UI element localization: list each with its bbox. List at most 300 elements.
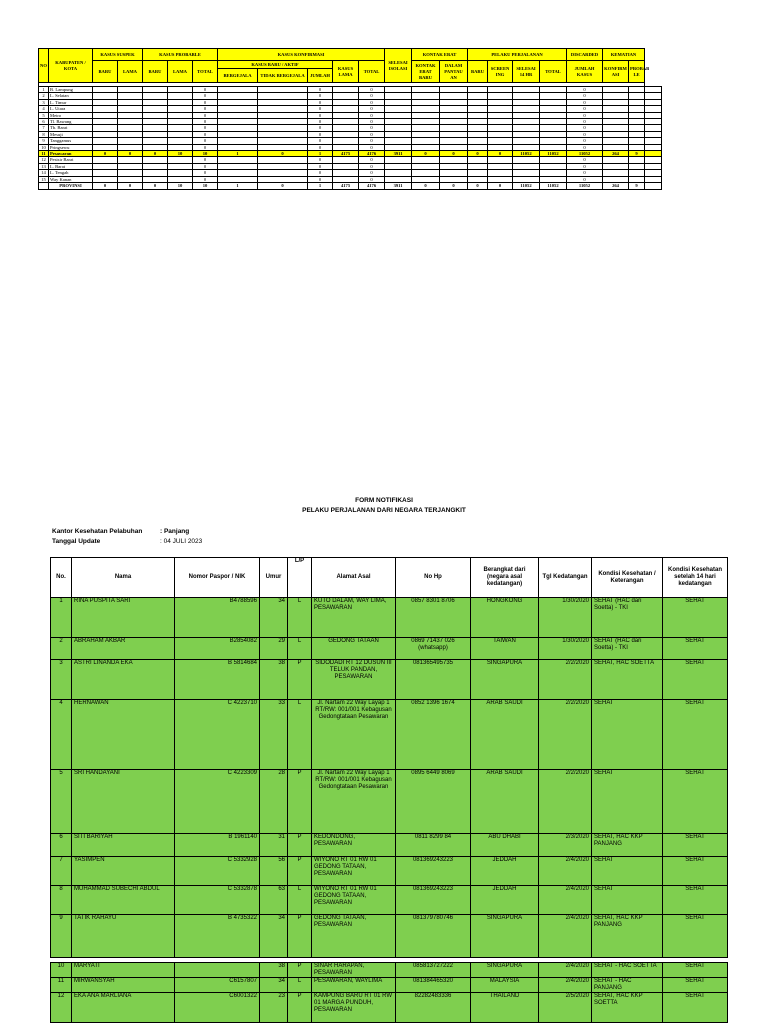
traveller-row	[51, 598, 728, 638]
cell-lp: P	[288, 993, 312, 1023]
cell-lp: L	[288, 638, 312, 660]
cell-kondisi-14: SEHAT	[663, 886, 728, 915]
row-no: 11	[39, 151, 49, 157]
row-cell: 0	[359, 125, 385, 131]
col-jumlah-kasus: JUMLAH KASUS	[567, 61, 603, 83]
col-suspek-baru: BARU	[93, 61, 118, 83]
row-cell: 0	[308, 112, 333, 118]
cell-umur: 31	[260, 834, 288, 857]
row-cell: 0	[193, 99, 218, 105]
col-kasus-lama: KASUS LAMA	[333, 61, 359, 83]
total-cell: 10	[193, 183, 218, 190]
row-cell: 0	[193, 163, 218, 169]
row-cell: 0	[308, 157, 333, 163]
traveller-row	[51, 660, 728, 700]
row-cell: 0	[567, 99, 603, 105]
row-kabupaten: Metro	[49, 112, 93, 118]
traveller-row	[51, 700, 728, 770]
cell-nama: MUHAMMAD SUBECHI ABDUL	[72, 886, 175, 915]
cell-umur: 38	[260, 660, 288, 700]
col-konfirmasi: KASUS KONFIRMASI	[218, 49, 385, 61]
row-no: 10	[39, 144, 49, 150]
row-kabupaten: Pesisir Barat	[49, 157, 93, 163]
total-cell: 4175	[333, 183, 359, 190]
cell-kondisi: SEHAT - HAC SOETTA	[592, 963, 663, 978]
cell-alamat: WIYONO RT 01 RW 01 GEDONG TATAAN, PESAWARAN	[312, 857, 396, 886]
col-pp-baru: BARU	[468, 61, 488, 83]
col-kondisi-14: Kondisi Kesehatan setelah 14 hari kedatangan	[663, 558, 728, 598]
col-screening: SCREEN ING	[488, 61, 513, 83]
cell-no: 6	[51, 834, 72, 857]
col-dalam-pantauan: DALAM PANTAU AN	[440, 61, 468, 83]
cell-nama: HERNAWAN	[72, 700, 175, 770]
col-konfirmasi-total: TOTAL	[359, 61, 385, 83]
col-kasus-baru-aktif: KASUS BARU / AKTIF	[218, 61, 333, 69]
row-kabupaten: Way Kanan	[49, 176, 93, 182]
cell-tgl: 2/2/2020	[539, 770, 592, 834]
cell-lp: L	[288, 978, 312, 993]
travellers-table	[50, 557, 728, 958]
cell-umur: 34	[260, 915, 288, 958]
cell-paspor: C6001322	[175, 993, 260, 1023]
col-pelaku-perjalanan: PELAKU PERJALANAN	[468, 49, 567, 61]
cell-tgl: 1/30/2020	[539, 638, 592, 660]
cell-alamat: KEDONDONG, PESAWARAN	[312, 834, 396, 857]
cell-nama: TATIK RAHAYU	[72, 915, 175, 958]
col-no: NO	[39, 49, 49, 83]
col-alamat: Alamat Asal	[312, 558, 396, 598]
cell-no: 3	[51, 660, 72, 700]
row-no: 5	[39, 112, 49, 118]
row-cell: 0	[308, 163, 333, 169]
row-cell: 0	[193, 87, 218, 93]
col-kontak-erat-baru: KONTAK ERAT BARU	[412, 61, 440, 83]
row-kabupaten: L. Selatan	[49, 93, 93, 99]
cell-kondisi-14: SEHAT	[663, 660, 728, 700]
cell-lp: P	[288, 770, 312, 834]
row-cell: 11052	[540, 151, 567, 157]
col-bergejala: BERGEJALA	[218, 69, 258, 83]
cell-kondisi-14: SEHAT	[663, 770, 728, 834]
cell-alamat: GEDONG TATAAN	[312, 638, 396, 660]
cell-kondisi: SEHAT	[592, 857, 663, 886]
row-cell: 0	[468, 151, 488, 157]
cell-kondisi: SEHAT (HAC dari Soetta) - TKI	[592, 598, 663, 638]
cell-umur: 38	[260, 963, 288, 978]
travellers-table-continued	[50, 962, 728, 1023]
row-cell: 0	[359, 93, 385, 99]
cell-kondisi: SEHAT, HAC KKP PANJANG	[592, 915, 663, 958]
cell-kondisi: SEHAT, HAC SOETTA	[592, 660, 663, 700]
cell-asal: SINGAPURA	[471, 963, 539, 978]
col-tgl: Tgl Kedatangan	[539, 558, 592, 598]
cell-tgl: 2/4/2020	[539, 857, 592, 886]
row-cell: 0	[193, 176, 218, 182]
cell-umur: 29	[260, 638, 288, 660]
row-cell: 0	[118, 151, 143, 157]
row-kabupaten: L. Timur	[49, 99, 93, 105]
cell-no: 1	[51, 598, 72, 638]
row-kabupaten: L. Barat	[49, 163, 93, 169]
cell-paspor: B 1961140	[175, 834, 260, 857]
row-cell: 0	[193, 106, 218, 112]
row-cell: 0	[193, 131, 218, 137]
row-no: 4	[39, 106, 49, 112]
row-cell: 0	[359, 157, 385, 163]
col-no: No.	[51, 558, 72, 598]
traveller-row	[51, 915, 728, 958]
row-kabupaten: L. Utara	[49, 106, 93, 112]
total-cell: 11052	[540, 183, 567, 190]
summary-total-row	[39, 183, 662, 190]
col-nama: Nama	[72, 558, 175, 598]
row-cell: 0	[359, 170, 385, 176]
cell-hp: 081379780746	[396, 915, 471, 958]
cell-hp: 081369243223	[396, 857, 471, 886]
row-no: 1	[39, 87, 49, 93]
cell-hp: 081365495735	[396, 660, 471, 700]
total-cell: 0	[488, 183, 513, 190]
cell-hp: 82282483336	[396, 993, 471, 1023]
row-cell: 0	[412, 151, 440, 157]
cell-tgl: 2/5/2020	[539, 993, 592, 1023]
cell-tgl: 2/2/2020	[539, 700, 592, 770]
cell-umur: 34	[260, 978, 288, 993]
row-no: 9	[39, 138, 49, 144]
col-selesai-isolasi: SELESAI ISOLASI	[385, 49, 412, 83]
row-cell: 0	[359, 106, 385, 112]
row-cell: 3911	[385, 151, 412, 157]
row-cell: 10	[193, 151, 218, 157]
cell-paspor: B2854082	[175, 638, 260, 660]
col-kematian-probable: PROBAB LE	[629, 61, 645, 83]
cell-alamat: GEDONG TATAAN, PESAWARAN	[312, 915, 396, 958]
cell-tgl: 1/30/2020	[539, 598, 592, 638]
row-cell: 0	[308, 176, 333, 182]
row-cell: 0	[193, 93, 218, 99]
total-no	[39, 183, 49, 190]
cell-tgl: 2/4/2020	[539, 963, 592, 978]
cell-lp: L	[288, 700, 312, 770]
col-probable-baru: BARU	[143, 61, 168, 83]
cell-umur: 63	[260, 886, 288, 915]
row-cell: 9	[629, 151, 645, 157]
total-cell: 1	[218, 183, 258, 190]
row-cell: 0	[308, 93, 333, 99]
cell-kondisi-14: SEHAT	[663, 857, 728, 886]
row-cell: 0	[308, 106, 333, 112]
row-cell: 0	[359, 138, 385, 144]
col-lp: L/P	[288, 558, 312, 598]
cell-kondisi-14: SEHAT	[663, 598, 728, 638]
total-cell: 264	[603, 183, 629, 190]
row-cell: 0	[193, 170, 218, 176]
total-cell: 10	[168, 183, 193, 190]
cell-asal: TAIWAN	[471, 638, 539, 660]
row-cell: 0	[359, 87, 385, 93]
cell-umur: 33	[260, 700, 288, 770]
row-kabupaten: L. Tengah	[49, 170, 93, 176]
cell-kondisi-14: SEHAT	[663, 700, 728, 770]
cell-tgl: 2/3/2020	[539, 834, 592, 857]
cell-hp: 081369243223	[396, 886, 471, 915]
cell-tgl: 2/4/2020	[539, 886, 592, 915]
office-label: Kantor Kesehatan Pelabuhan	[52, 528, 143, 535]
cell-nama: MIRWANSYAH	[72, 978, 175, 993]
col-berangkat: Berangkat dari (negara asal kedatangan)	[471, 558, 539, 598]
total-cell: 0	[143, 183, 168, 190]
row-no: 13	[39, 163, 49, 169]
cell-hp: 0869 71437 026 (whatsapp)	[396, 638, 471, 660]
row-cell: 0	[359, 163, 385, 169]
traveller-row	[51, 770, 728, 834]
col-jumlah: JUMLAH	[308, 69, 333, 83]
row-cell: 0	[193, 157, 218, 163]
cell-hp: 0811 8299 84	[396, 834, 471, 857]
cell-nama: RINA PUSPITA SARI	[72, 598, 175, 638]
cell-kondisi: SEHAT, HAC KKP SOETTA	[592, 993, 663, 1023]
row-cell: 0	[567, 176, 603, 182]
cell-kondisi-14: SEHAT	[663, 834, 728, 857]
cell-lp: P	[288, 915, 312, 958]
cell-tgl: 2/2/2020	[539, 660, 592, 700]
cell-alamat: Jl. Nartam 22 Way Layap 1 RT/RW: 001/001 Kebagusan Gedongtataan Pesawaran	[312, 700, 396, 770]
row-cell: 0	[488, 151, 513, 157]
cell-tgl: 2/4/2020	[539, 915, 592, 958]
cell-asal: JEDDAH	[471, 886, 539, 915]
cell-kondisi-14: SEHAT	[663, 638, 728, 660]
cell-paspor: B 4735322	[175, 915, 260, 958]
row-cell: 11052	[513, 151, 540, 157]
cell-no: 2	[51, 638, 72, 660]
row-no: 7	[39, 125, 49, 131]
cell-kondisi: SEHAT - HAC PANJANG	[592, 978, 663, 993]
col-pp-total: TOTAL	[540, 61, 567, 83]
row-cell: 0	[440, 151, 468, 157]
row-cell: 0	[193, 119, 218, 125]
traveller-row	[51, 886, 728, 915]
row-cell: 0	[567, 144, 603, 150]
row-cell: 0	[567, 87, 603, 93]
row-kabupaten: Pesawaran	[49, 151, 93, 157]
total-cell: 0	[118, 183, 143, 190]
cell-alamat: KUTO DALAM, WAY LIMA, PESAWARAN	[312, 598, 396, 638]
cell-umur: 23	[260, 993, 288, 1023]
row-no: 2	[39, 93, 49, 99]
cell-umur: 34	[260, 598, 288, 638]
cell-kondisi: SEHAT, HAC KKP PANJANG	[592, 834, 663, 857]
cell-asal: SINGAPURA	[471, 915, 539, 958]
cell-paspor: C 4223309	[175, 770, 260, 834]
summary-table	[38, 48, 662, 190]
col-kabupaten: KABUPATEN / KOTA	[49, 49, 93, 83]
row-cell: 0	[567, 170, 603, 176]
row-cell: 0	[193, 144, 218, 150]
row-cell: 0	[567, 131, 603, 137]
total-cell: 3911	[385, 183, 412, 190]
row-cell: 0	[567, 119, 603, 125]
total-label: PROVINSI	[49, 183, 93, 190]
cell-paspor: C 5332928	[175, 857, 260, 886]
row-cell: 0	[359, 112, 385, 118]
col-suspek-lama: LAMA	[118, 61, 143, 83]
cell-hp: 0895 6449 8069	[396, 770, 471, 834]
cell-tgl: 2/4/2020	[539, 978, 592, 993]
cell-nama: SITI BARIYAH	[72, 834, 175, 857]
cell-no: 4	[51, 700, 72, 770]
row-no: 3	[39, 99, 49, 105]
cell-alamat: Jl. Nartam 22 Way Layap 1 RT/RW: 001/001 Kebagusan Gedongtataan Pesawaran	[312, 770, 396, 834]
cell-kondisi: SEHAT	[592, 886, 663, 915]
row-cell: 0	[193, 125, 218, 131]
row-no: 14	[39, 170, 49, 176]
cell-alamat: SINAR HARAPAN, PESAWARAN	[312, 963, 396, 978]
row-cell: 0	[93, 151, 118, 157]
row-cell: 264	[603, 151, 629, 157]
row-cell: 0	[308, 99, 333, 105]
cell-asal: ABU DHABI	[471, 834, 539, 857]
cell-kondisi: SEHAT	[592, 700, 663, 770]
row-cell: 0	[308, 125, 333, 131]
total-cell: 0	[93, 183, 118, 190]
cell-nama: YASIMPEN	[72, 857, 175, 886]
cell-alamat: KAMPUNG BARU RT 01 RW 01 MARGA PUNDUH, PESAWARAN	[312, 993, 396, 1023]
row-cell: 10	[168, 151, 193, 157]
row-cell: 0	[308, 144, 333, 150]
total-cell: 0	[412, 183, 440, 190]
row-cell: 0	[567, 157, 603, 163]
cell-alamat: WIYONO RT 01 RW 01 GEDONG TATAAN, PESAWARAN	[312, 886, 396, 915]
cell-lp: L	[288, 598, 312, 638]
col-probable-total: TOTAL	[193, 61, 218, 83]
col-kontak-erat: KONTAK ERAT	[412, 49, 468, 61]
cell-alamat: PESAWARAN, WAYLIMA	[312, 978, 396, 993]
cell-asal: THAILAND	[471, 993, 539, 1023]
cell-no: 10	[51, 963, 72, 978]
cell-hp: 085813727222	[396, 963, 471, 978]
cell-hp: 0857 8301 8706	[396, 598, 471, 638]
row-cell: 0	[359, 119, 385, 125]
cell-paspor: C6157807	[175, 978, 260, 993]
cell-kondisi-14: SEHAT	[663, 978, 728, 993]
row-cell: 0	[143, 151, 168, 157]
col-probable: KASUS PROBABLE	[143, 49, 218, 61]
col-selesai-14: SELESAI 14 HR	[513, 61, 540, 83]
update-value: : 04 JULI 2023	[160, 538, 203, 545]
col-suspek: KASUS SUSPEK	[93, 49, 143, 61]
row-kabupaten: B. Lampung	[49, 87, 93, 93]
traveller-row	[51, 963, 728, 978]
col-kondisi: Kondisi Kesehatan / Keterangan	[592, 558, 663, 598]
cell-umur: 28	[260, 770, 288, 834]
traveller-row	[51, 993, 728, 1023]
total-cell: 11052	[513, 183, 540, 190]
row-cell: 4176	[359, 151, 385, 157]
cell-kondisi: SEHAT	[592, 770, 663, 834]
row-cell: 0	[359, 131, 385, 137]
row-kabupaten: Pringsewu	[49, 144, 93, 150]
row-kabupaten: Tb. Barat	[49, 125, 93, 131]
row-cell: 0	[193, 138, 218, 144]
cell-kondisi-14: SEHAT	[663, 993, 728, 1023]
update-label: Tanggal Update	[52, 538, 101, 545]
cell-no: 5	[51, 770, 72, 834]
total-cell: 9	[629, 183, 645, 190]
cell-no: 12	[51, 993, 72, 1023]
row-cell: 0	[258, 151, 308, 157]
total-cell: 0	[468, 183, 488, 190]
cell-kondisi-14: SEHAT	[663, 963, 728, 978]
row-no: 8	[39, 131, 49, 137]
form-title: FORM NOTIFIKASI	[355, 497, 413, 504]
row-cell: 0	[308, 131, 333, 137]
total-cell: 0	[258, 183, 308, 190]
form-subtitle: PELAKU PERJALANAN DARI NEGARA TERJANGKIT	[302, 507, 466, 514]
cell-nama: ABRAHAM AKBAR	[72, 638, 175, 660]
row-cell: 0	[359, 99, 385, 105]
cell-no: 11	[51, 978, 72, 993]
row-no: 15	[39, 176, 49, 182]
total-cell: 4176	[359, 183, 385, 190]
row-cell: 0	[308, 170, 333, 176]
traveller-row	[51, 857, 728, 886]
row-cell: 0	[359, 176, 385, 182]
row-kabupaten: Tl. Bawang	[49, 119, 93, 125]
row-cell: 4175	[333, 151, 359, 157]
cell-lp: P	[288, 660, 312, 700]
col-paspor: Nomor Paspor / NIK	[175, 558, 260, 598]
cell-hp: 081384465320	[396, 978, 471, 993]
cell-hp: 0852 1396 1674	[396, 700, 471, 770]
row-cell: 0	[567, 163, 603, 169]
row-no: 12	[39, 157, 49, 163]
cell-nama: ASTRI LINANDA EKA	[72, 660, 175, 700]
cell-asal: MALAYSIA	[471, 978, 539, 993]
cell-paspor: C 5332878	[175, 886, 260, 915]
row-cell: 0	[308, 119, 333, 125]
cell-nama: MARYATI	[72, 963, 175, 978]
row-cell: 11052	[567, 151, 603, 157]
cell-kondisi: SEHAT (HAC dari Soetta) - TKI	[592, 638, 663, 660]
cell-asal: JEDDAH	[471, 857, 539, 886]
col-umur: Umur	[260, 558, 288, 598]
cell-paspor: B 5814684	[175, 660, 260, 700]
row-cell: 0	[567, 125, 603, 131]
cell-lp: L	[288, 886, 312, 915]
col-discarded: DISCARDED	[567, 49, 603, 61]
total-cell: 0	[440, 183, 468, 190]
cell-kondisi-14: SEHAT	[663, 915, 728, 958]
cell-lp: P	[288, 834, 312, 857]
row-cell: 0	[567, 112, 603, 118]
col-tidak-bergejala: TIDAK BERGEJALA	[258, 69, 308, 83]
total-cell: 1	[308, 183, 333, 190]
cell-asal: SINGAPURA	[471, 660, 539, 700]
col-kematian-konfirmasi: KONFIRM ASI	[603, 61, 629, 83]
row-cell: 0	[308, 138, 333, 144]
cell-no: 7	[51, 857, 72, 886]
cell-no: 9	[51, 915, 72, 958]
row-cell: 0	[567, 93, 603, 99]
cell-lp: P	[288, 857, 312, 886]
cell-paspor	[175, 963, 260, 978]
traveller-row	[51, 638, 728, 660]
cell-lp: P	[288, 963, 312, 978]
traveller-row	[51, 978, 728, 993]
row-kabupaten: Tanggamus	[49, 138, 93, 144]
row-no: 6	[39, 119, 49, 125]
col-hp: No Hp	[396, 558, 471, 598]
